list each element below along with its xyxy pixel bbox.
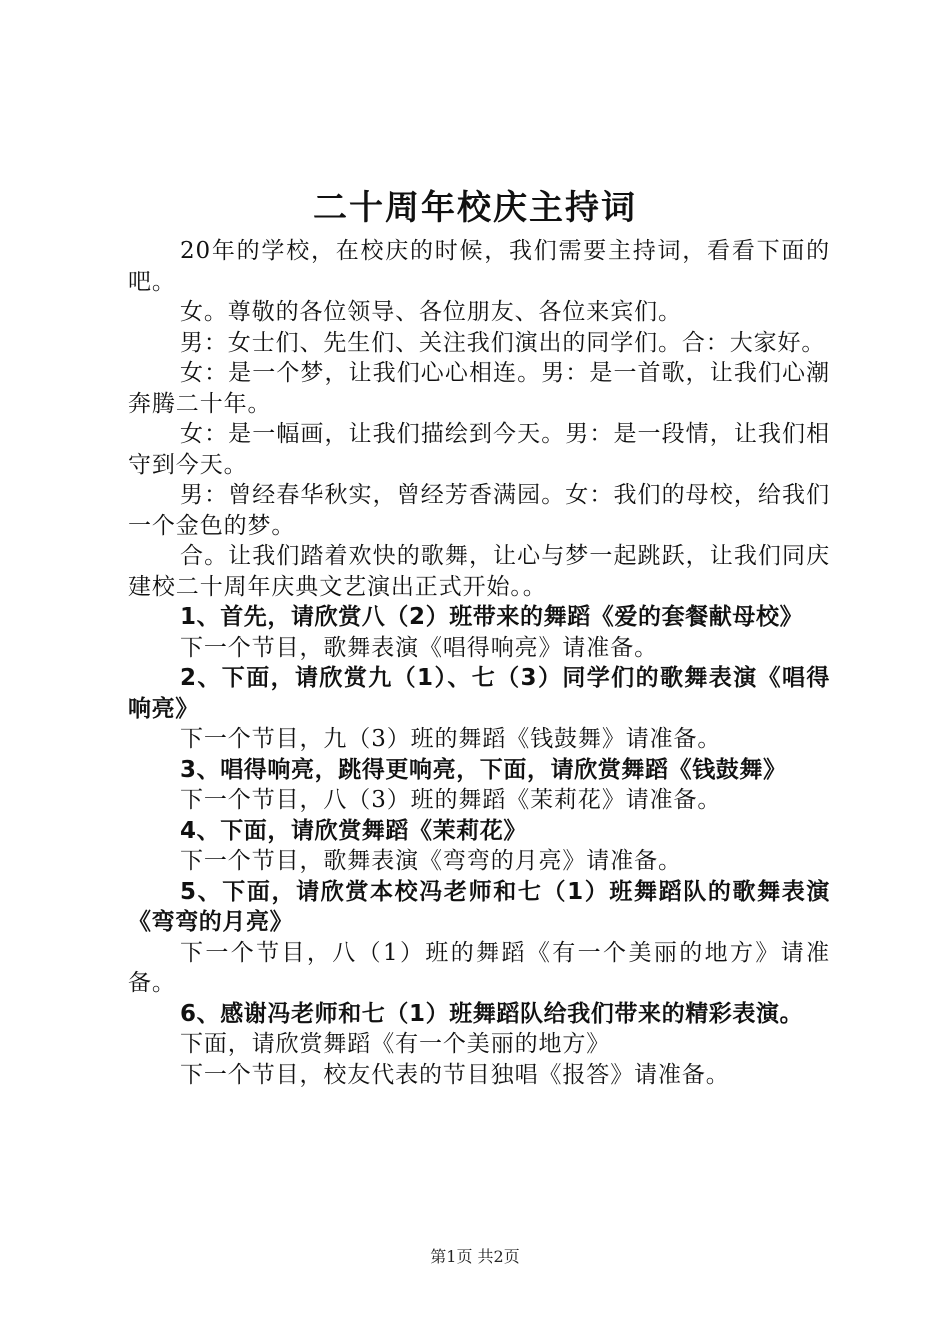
paragraph-announcement: 下面，请欣赏舞蹈《有一个美丽的地方》 (180, 1031, 611, 1057)
page-footer: 第1页 共2页 (430, 1247, 520, 1266)
next-program-note: 下一个节目，八（3）班的舞蹈《茉莉花》请准备。 (180, 787, 722, 813)
paragraph-dialogue: 男：曾经春华秋实，曾经芳香满园。女：我们的母校，给我们一个金色的梦。 (128, 482, 830, 539)
program-item-heading: 4、下面，请欣赏舞蹈《茉莉花》 (180, 817, 528, 844)
program-item-heading: 1、首先，请欣赏八（2）班带来的舞蹈《爱的套餐献母校》 (180, 604, 804, 630)
program-item-heading: 2、下面，请欣赏九（1）、七（3）同学们的歌舞表演《唱得响亮》 (128, 665, 830, 722)
paragraph-dialogue: 女：是一幅画，让我们描绘到今天。男：是一段情，让我们相守到今天。 (128, 421, 830, 478)
next-program-note: 下一个节目，歌舞表演《弯弯的月亮》请准备。 (180, 848, 682, 874)
document-body (128, 236, 830, 1090)
next-program-note: 下一个节目，校友代表的节目独唱《报答》请准备。 (180, 1061, 730, 1088)
next-program-note: 下一个节目，九（3）班的舞蹈《钱鼓舞》请准备。 (180, 726, 722, 752)
next-program-note: 下一个节目，八（1）班的舞蹈《有一个美丽的地方》请准备。 (128, 939, 830, 996)
document-title: 二十周年校庆主持词 (313, 188, 637, 228)
program-item-heading: 5、下面，请欣赏本校冯老师和七（1）班舞蹈队的歌舞表演《弯弯的月亮》 (128, 878, 830, 935)
paragraph-dialogue: 男：女士们、先生们、关注我们演出的同学们。合：大家好。 (180, 329, 826, 356)
program-item-heading: 3、唱得响亮，跳得更响亮，下面，请欣赏舞蹈《钱鼓舞》 (180, 756, 787, 783)
next-program-note: 下一个节目，歌舞表演《唱得响亮》请准备。 (180, 634, 658, 661)
paragraph-dialogue: 女：是一个梦，让我们心心相连。男：是一首歌，让我们心潮奔腾二十年。 (128, 360, 830, 417)
paragraph-intro: 20年的学校，在校庆的时候，我们需要主持词，看看下面的吧。 (128, 238, 830, 295)
program-item-heading: 6、感谢冯老师和七（1）班舞蹈队给我们带来的精彩表演。 (180, 1000, 804, 1027)
paragraph-dialogue: 女。尊敬的各位领导、各位朋友、各位来宾们。 (180, 299, 682, 325)
paragraph-dialogue: 合。让我们踏着欢快的歌舞，让心与梦一起跳跃，让我们同庆建校二十周年庆典文艺演出正式开始。。 (128, 543, 830, 600)
